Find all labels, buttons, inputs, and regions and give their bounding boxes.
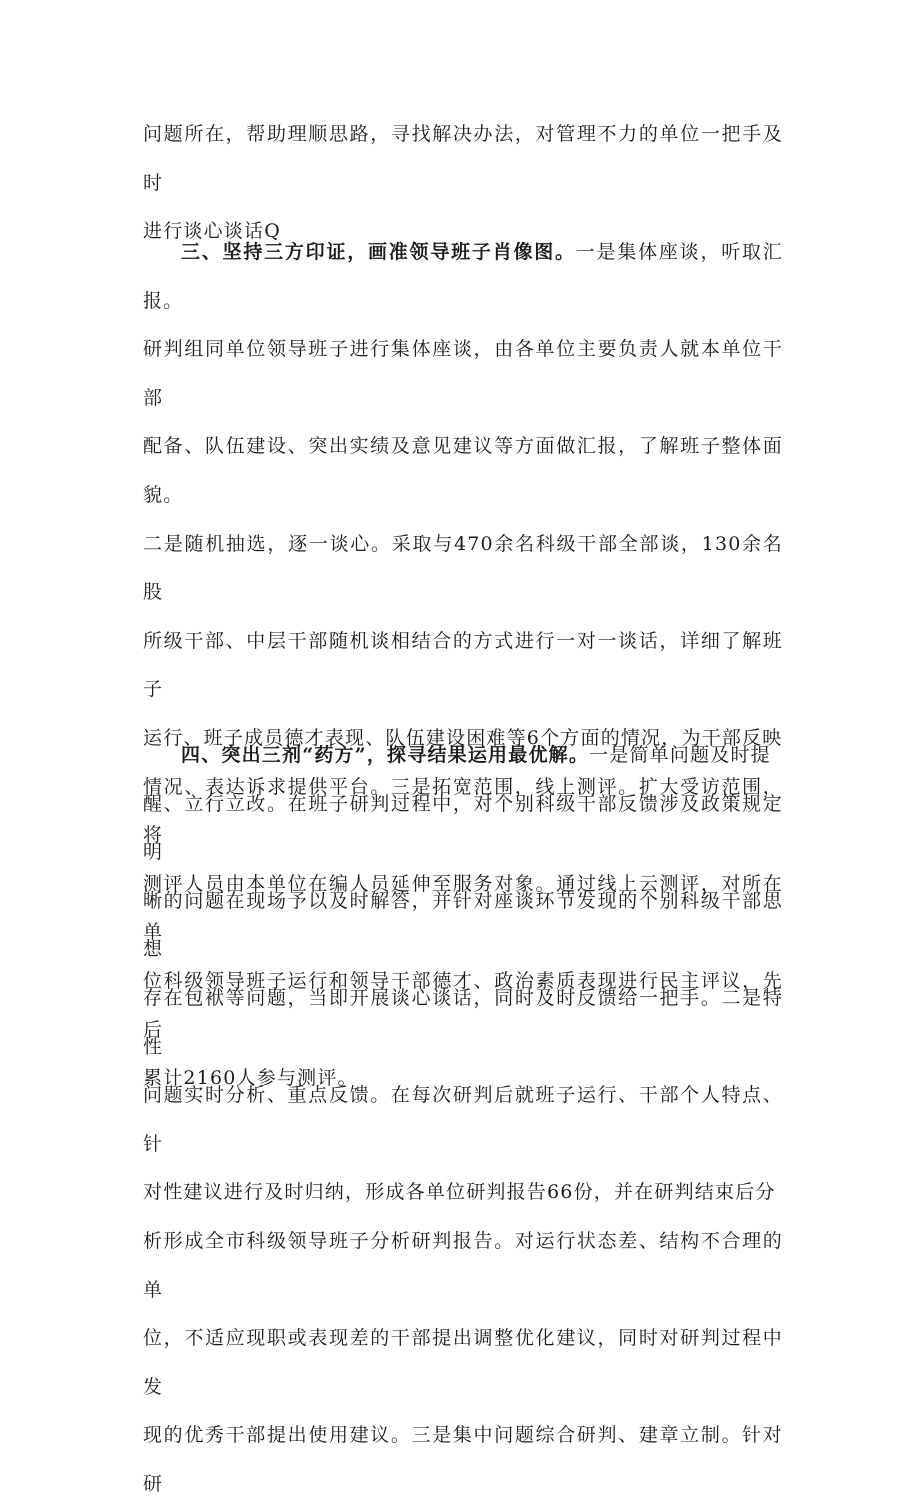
text-line: 问题所在，帮助理顺思路，寻找解决办法，对管理不力的单位一把手及时 — [143, 123, 783, 194]
section-heading: 四、突出三剂“药方”，探寻结果运用最优解。 — [181, 744, 590, 766]
text-line: 位，不适应现职或表现差的干部提出调整优化建议，同时对研判过程中发 — [143, 1327, 783, 1398]
text-line — [143, 228, 783, 325]
section-heading: 三、坚持三方印证，画准领导班子肖像图。 — [181, 241, 576, 263]
text-line-rest: 一是简单问题及时提 — [589, 744, 771, 766]
paragraph-section-four — [143, 731, 783, 1509]
text-line: 进行谈心谈话Q — [143, 220, 281, 243]
text-line: 析形成全市科级领导班子分析研判报告。对运行状态差、结构不合理的单 — [143, 1229, 783, 1301]
text-line: 对性建议进行及时归纳，形成各单位研判报告66份，并在研判结束后分 — [143, 1181, 776, 1204]
text-line: 累计2160人参与测评。 — [143, 1067, 358, 1090]
text-line: 测评人员由本单位在编人员延伸至服务对象。通过线上云测评，对所在单 — [143, 872, 783, 944]
text-line: 配备、队伍建设、突出实绩及意见建议等方面做汇报，了解班子整体面貌。 — [143, 435, 783, 506]
text-line: 问题实时分析、重点反馈。在每次研判后就班子运行、干部个人特点、针 — [143, 1084, 783, 1155]
text-line: 现的优秀干部提出使用建议。三是集中问题综合研判、建章立制。针对研 — [143, 1424, 783, 1495]
text-line: 位科级领导班子运行和领导干部德才、政治素质表现进行民主评议，先后 — [143, 969, 783, 1041]
text-line: 二是随机抽选，逐一谈心。采取与470余名科级干部全部谈，130余名股 — [143, 532, 783, 604]
text-line: 研判组同单位领导班子进行集体座谈，由各单位主要负责人就本单位干部 — [143, 338, 783, 409]
text-line: 所级干部、中层干部随机谈相结合的方式进行一对一谈话，详细了解班子 — [143, 629, 783, 701]
text-line — [143, 731, 783, 780]
text-line: 情况、表达诉求提供平台。三是拓宽范围，线上测评。扩大受访范围，将 — [143, 775, 783, 847]
text-line: 醒、立行立改。在班子研判过程中，对个别科级干部反馈涉及政策规定明 — [143, 792, 783, 864]
text-line: 存在包袱等问题，当即开展谈心谈话，同时及时反馈给一把手。二是特性 — [143, 986, 783, 1058]
text-line: 运行、班子成员德才表现、队伍建设困难等6个方面的情况，为干部反映 — [143, 726, 783, 749]
text-line-rest: 一是集体座谈，听取汇报。 — [143, 241, 783, 312]
text-line: 晰的问题在现场予以及时解答，并针对座谈环节发现的个别科级干部思想 — [143, 889, 783, 961]
